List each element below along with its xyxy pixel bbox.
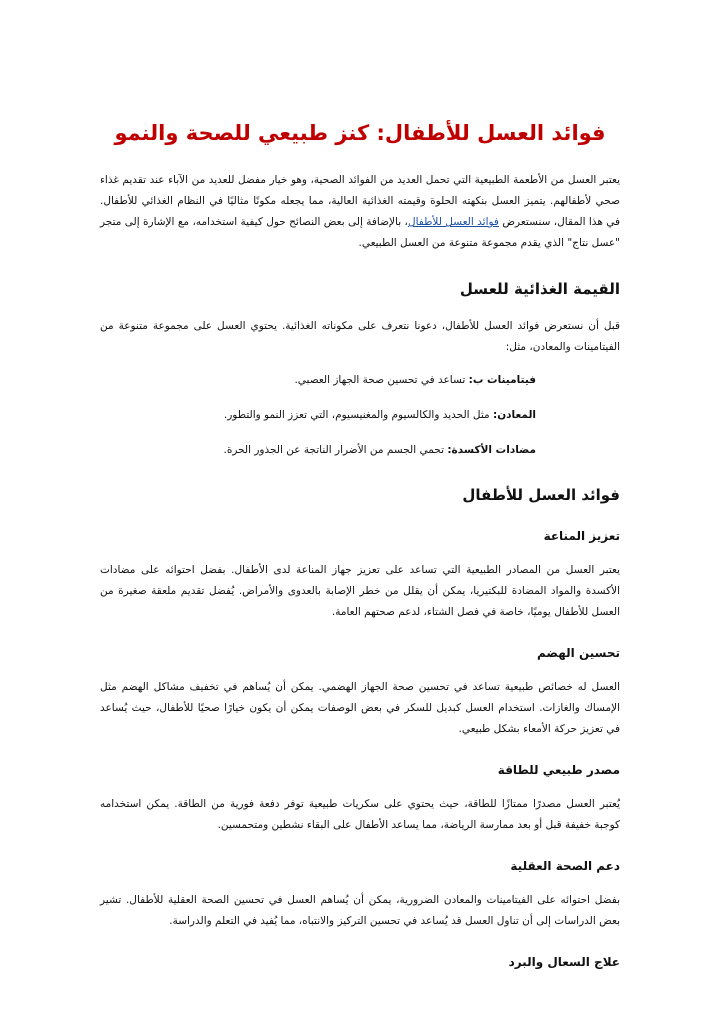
nutrient-description: تساعد في تحسين صحة الجهاز العصبي. xyxy=(294,374,469,386)
document-title: فوائد العسل للأطفال: كنز طبيعي للصحة والنمو xyxy=(114,121,606,145)
intro-text-end: ، بالإضافة إلى بعض النصائح حول كيفية استخدامه، مع الإشارة إلى متجر "عسل نتاج" الذي يقدم مجموعة متنوعة من العسل الطبيعي. xyxy=(100,216,620,249)
section-heading-cough-cold: علاج السعال والبرد xyxy=(508,955,620,969)
section-heading-immunity: تعزيز المناعة xyxy=(543,529,620,543)
section-text-mental-health: بفضل احتوائه على الفيتامينات والمعادن الضرورية، يمكن أن يُساهم العسل في تحسين الصحة العقلية للأطفال. تشير بعض الدراسات إلى أن تناول العسل قد يُساعد في تحسين التركيز والانتباه، مما يُفيد في التعلم والدراسة. xyxy=(100,894,620,927)
intro-paragraph xyxy=(100,170,620,254)
nutrient-term: المعادن: xyxy=(493,409,536,421)
list-item xyxy=(100,405,536,425)
intro-text-start: يعتبر العسل من الأطعمة الطبيعية التي تحمل العديد من الفوائد الصحية، وهو خيار مفضل للعديد من الآباء عند تقديم غذاء صحي لأطفالهم. يتميز العسل بنكهته الحلوة وقيمته الغذائية العالية، مما يجعله مكونًا مثاليًا في النظام الغذائي للأطفال. في هذا المقال، سنستعرض xyxy=(100,174,621,228)
section-text-immunity: يعتبر العسل من المصادر الطبيعية التي تساعد على تعزيز جهاز المناعة لدى الأطفال. بفضل احتوائه على مضادات الأكسدة والمواد المضادة للبكتيريا، يمكن أن يقلل من خطر الإصابة بالعدوى والأمراض. يُفضل تقديم ملعقة صغيرة من العسل للأطفال يوميًا، خاصة في فصل الشتاء، لدعم صحتهم العامة. xyxy=(100,564,620,618)
nutrient-description: مثل الحديد والكالسيوم والمغنيسيوم، التي تعزز النمو والتطور. xyxy=(223,409,493,421)
section-heading-digestion: تحسين الهضم xyxy=(536,646,620,660)
section-text-energy: يُعتبر العسل مصدرًا ممتازًا للطاقة، حيث يحتوي على سكريات طبيعية توفر دفعة فورية من الطاقة. يمكن استخدامه كوجبة خفيفة قبل أو بعد ممارسة الرياضة، مما يساعد الأطفال على البقاء نشطين ومتحمسين. xyxy=(100,798,620,831)
nutrition-heading: القيمة الغذائية للعسل xyxy=(459,280,620,298)
nutrient-list xyxy=(100,370,620,460)
list-item xyxy=(100,440,536,460)
section-heading-energy: مصدر طبيعي للطاقة xyxy=(497,763,620,777)
section-heading-mental-health: دعم الصحة العقلية xyxy=(510,859,620,873)
benefits-link[interactable]: فوائد العسل للأطفال xyxy=(407,216,499,228)
nutrient-description: تحمي الجسم من الأضرار الناتجة عن الجذور الحرة. xyxy=(223,444,448,456)
benefits-heading: فوائد العسل للأطفال xyxy=(462,486,620,504)
list-item xyxy=(100,370,536,390)
nutrient-term: مضادات الأكسدة: xyxy=(447,444,536,456)
nutrition-intro: قبل أن نستعرض فوائد العسل للأطفال، دعونا نتعرف على مكوناته الغذائية. يحتوي العسل على مجموعة متنوعة من الفيتامينات والمعادن، مثل: xyxy=(100,320,620,353)
nutrient-term: فيتامينات ب: xyxy=(468,374,536,386)
section-text-digestion: العسل له خصائص طبيعية تساعد في تحسين صحة الجهاز الهضمي. يمكن أن يُساهم في تخفيف مشاكل الهضم مثل الإمساك والغازات. استخدام العسل كبديل للسكر في بعض الوصفات يمكن أن يكون خيارًا صحيًا للأطفال، حيث يُساعد في تعزيز حركة الأمعاء بشكل طبيعي. xyxy=(100,681,620,735)
